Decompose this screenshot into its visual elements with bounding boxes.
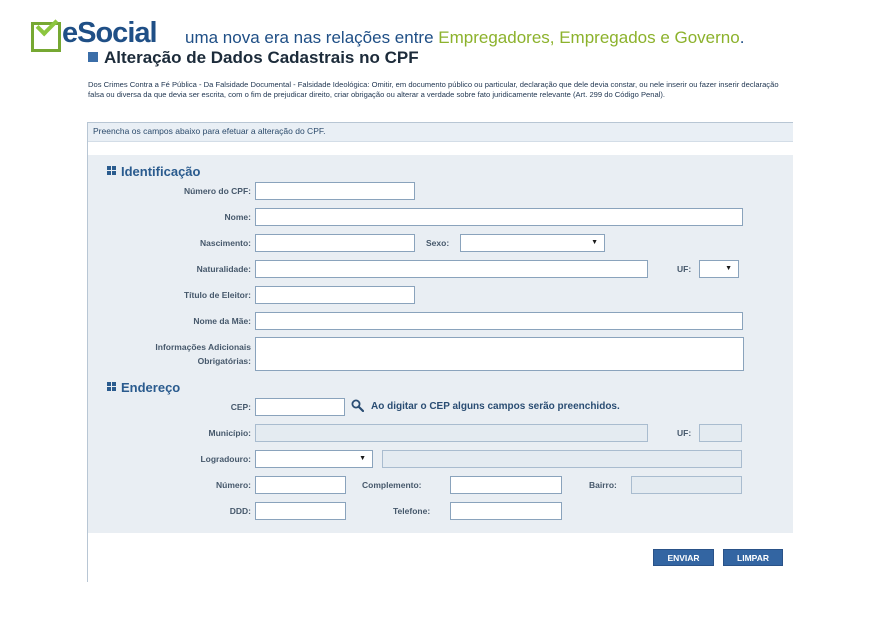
sexo-select[interactable]	[460, 234, 605, 252]
bairro-input[interactable]	[631, 476, 742, 494]
label-uf-endereco: UF:	[677, 428, 692, 438]
info-adicionais-textarea[interactable]	[255, 337, 744, 371]
esocial-logo	[28, 17, 158, 51]
header-slogan	[185, 27, 744, 49]
label-complemento: Complemento:	[362, 480, 422, 490]
slogan-suffix: .	[739, 28, 745, 47]
complemento-input[interactable]	[450, 476, 562, 494]
page-title-text: Alteração de Dados Cadastrais no CPF	[104, 48, 419, 67]
logradouro-input[interactable]	[382, 450, 742, 468]
section-endereco	[107, 380, 180, 395]
legal-warning-text: Dos Crimes Contra a Fé Pública - Da Falsidade Documental - Falsidade Ideológica: Omitir, em documento público ou particular, declaração que dele devia constar, ou nele inserir ou fazer inserir declaração falsa ou diversa da que devia ser escrita, com o fim de prejudicar direito, criar obrigação ou alterar a verdade sobre fato juridicamente relevante (Art. 299 do Código Penal).	[88, 80, 779, 100]
municipio-input[interactable]	[255, 424, 648, 442]
enviar-button[interactable]: ENVIAR	[653, 549, 714, 566]
label-numero: Número:	[216, 480, 251, 490]
chevron-down-icon: ▼	[591, 239, 598, 246]
page-title	[88, 48, 419, 68]
label-nome: Nome:	[224, 212, 251, 222]
section-grid-icon	[107, 166, 116, 175]
label-ddd: DDD:	[229, 506, 251, 516]
slogan-highlight: Empregadores, Empregados e Governo	[438, 28, 740, 47]
label-numero-cpf: Número do CPF:	[183, 186, 251, 196]
chevron-down-icon: ▼	[359, 455, 366, 462]
numero-input[interactable]	[255, 476, 346, 494]
label-info-adicionais-2: Obrigatórias:	[197, 356, 251, 366]
cep-hint-text: Ao digitar o CEP alguns campos serão preenchidos.	[371, 401, 620, 412]
ddd-input[interactable]	[255, 502, 346, 520]
instruction-bar	[88, 122, 793, 142]
chevron-down-icon: ▼	[725, 265, 732, 272]
titulo-eleitor-input[interactable]	[255, 286, 415, 304]
logradouro-select[interactable]	[255, 450, 373, 468]
telefone-input[interactable]	[450, 502, 562, 520]
label-uf-naturalidade: UF:	[677, 264, 692, 274]
nome-mae-input[interactable]	[255, 312, 743, 330]
label-logradouro: Logradouro:	[200, 454, 251, 464]
slogan-prefix: uma nova era nas relações entre	[185, 28, 439, 47]
label-municipio: Município:	[208, 428, 251, 438]
naturalidade-input[interactable]	[255, 260, 648, 278]
section-endereco-title: Endereço	[121, 380, 181, 395]
label-cep: CEP:	[230, 402, 251, 412]
uf-naturalidade-select[interactable]	[699, 260, 739, 278]
section-identificacao-title: Identificação	[121, 164, 201, 179]
uf-endereco-input[interactable]	[699, 424, 742, 442]
label-sexo: Sexo:	[426, 238, 450, 248]
section-grid-icon	[107, 382, 116, 391]
cep-input[interactable]	[255, 398, 345, 416]
label-titulo-eleitor: Título de Eleitor:	[183, 290, 251, 300]
label-naturalidade: Naturalidade:	[196, 264, 251, 274]
section-identificacao	[107, 164, 200, 179]
label-bairro: Bairro:	[589, 480, 617, 490]
label-info-adicionais-1: Informações Adicionais	[155, 342, 251, 352]
label-nascimento: Nascimento:	[199, 238, 251, 248]
nascimento-input[interactable]	[255, 234, 415, 252]
label-nome-mae: Nome da Mãe:	[193, 316, 251, 326]
limpar-button[interactable]: LIMPAR	[723, 549, 783, 566]
logo-text: eSocial	[62, 17, 157, 49]
cpf-input[interactable]	[255, 182, 415, 200]
instruction-text: Preencha os campos abaixo para efetuar a alteração do CPF.	[93, 126, 326, 136]
label-telefone: Telefone:	[393, 506, 431, 516]
search-icon[interactable]	[351, 399, 364, 412]
title-square-icon	[88, 52, 98, 62]
nome-input[interactable]	[255, 208, 743, 226]
